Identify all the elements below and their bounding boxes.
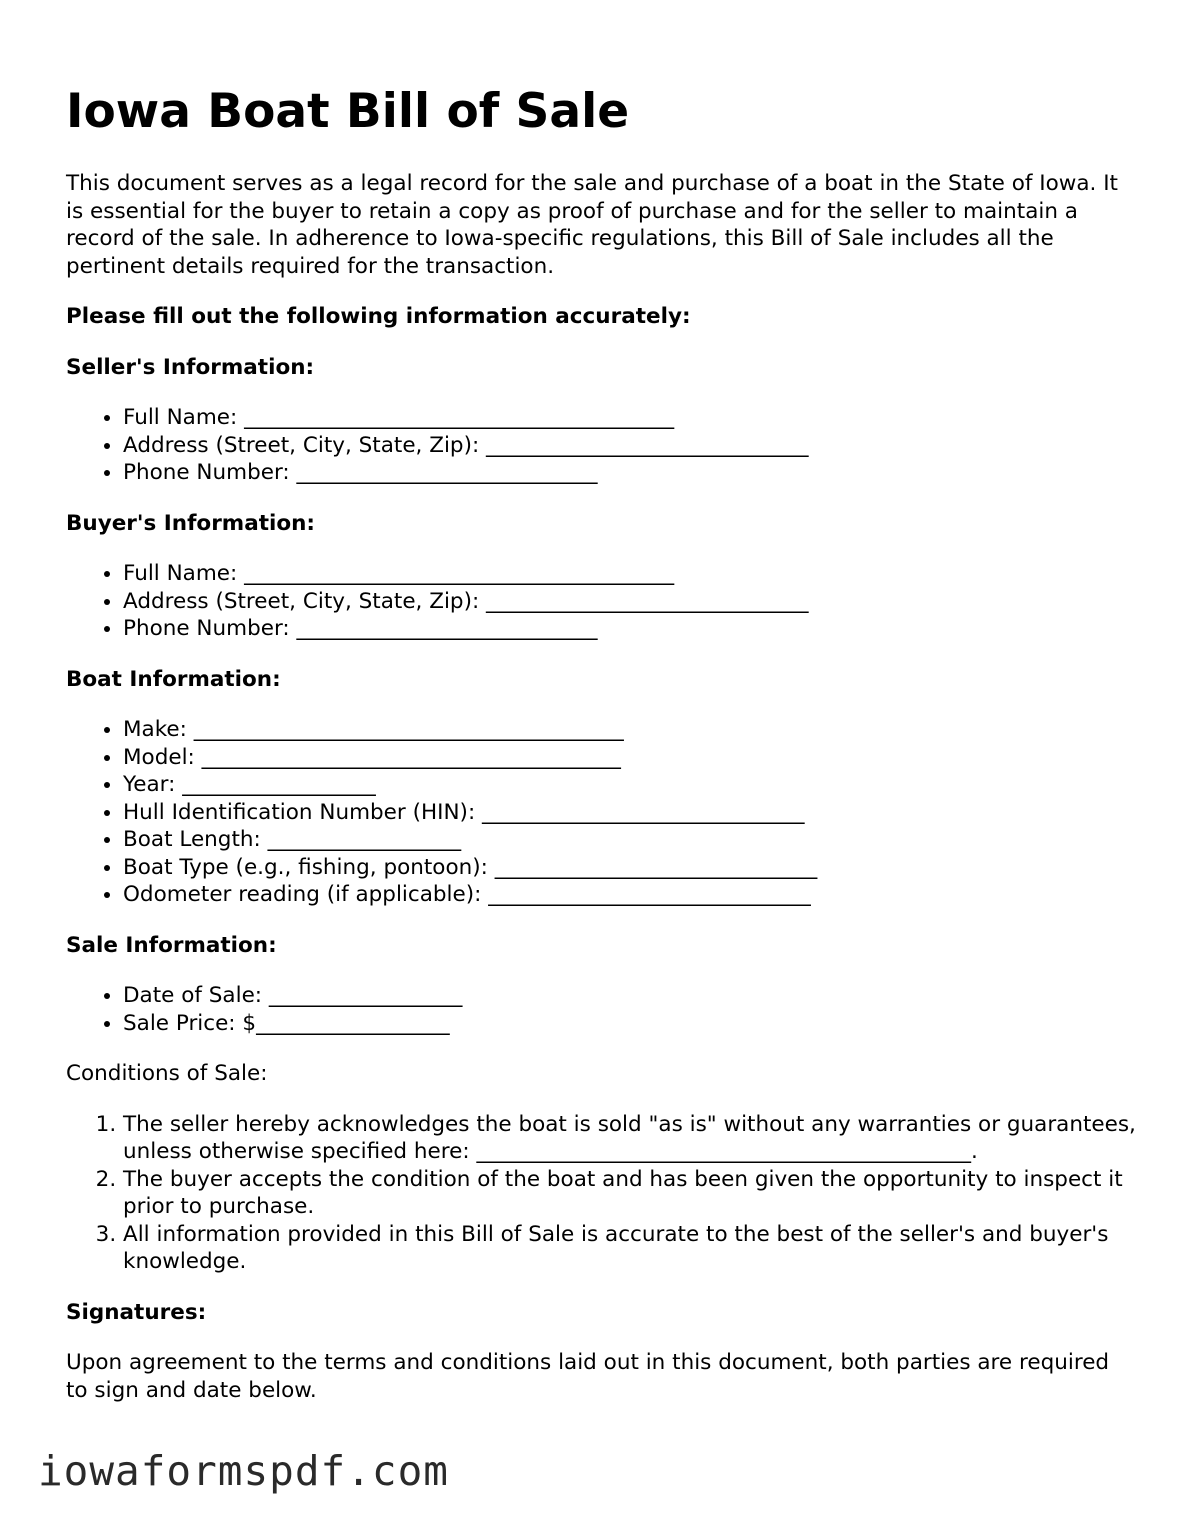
condition-as-is[interactable]: 1. The seller hereby acknowledges the boat is sold "as is" without any warranties or guarantees, unless otherwise specified here: ______________________________________________. [123,1111,1136,1166]
buyer-fields [66,560,1136,643]
seller-address-field[interactable]: • Address (Street, City, State, Zip): ______________________________ [123,432,1136,460]
sale-heading: Sale Information: [66,932,277,958]
seller-full-name-field[interactable]: • Full Name: ________________________________________ [123,404,1136,432]
buyer-phone-field[interactable]: • Phone Number: ____________________________ [123,615,1136,643]
condition-inspection: 2. The buyer accepts the condition of the boat and has been given the opportunity to inspect it prior to purchase. [123,1166,1136,1221]
boat-model-field[interactable]: • Model: _______________________________________ [123,744,1136,772]
boat-year-field[interactable]: • Year: __________________ [123,771,1136,799]
conditions-list [66,1111,1136,1276]
seller-heading: Seller's Information: [66,354,315,380]
conditions-heading: Conditions of Sale: [66,1061,268,1086]
intro-paragraph: This document serves as a legal record for the sale and purchase of a boat in the State of Iowa. It is essential for the buyer to retain a copy as proof of purchase and for the seller to maintain a record of the sale. In adherence to Iowa-specific regulations, this Bill of Sale includes all the pertinent details required for the transaction. [66,171,1118,279]
boat-fields [66,716,1136,909]
seller-fields [66,404,1136,487]
signatures-text: Upon agreement to the terms and conditions laid out in this document, both parties are required to sign and date below. [66,1350,1110,1403]
site-watermark: iowaformspdf.com [38,1447,449,1495]
boat-hin-field[interactable]: • Hull Identification Number (HIN): ______________________________ [123,799,1136,827]
signatures-heading: Signatures: [66,1299,207,1325]
sale-fields [66,982,1136,1037]
boat-make-field[interactable]: • Make: ________________________________________ [123,716,1136,744]
buyer-heading: Buyer's Information: [66,510,316,536]
boat-length-field[interactable]: • Boat Length: __________________ [123,826,1136,854]
sale-price-field[interactable]: • Sale Price: $__________________ [123,1010,1136,1038]
document-page [66,82,1136,1404]
boat-heading: Boat Information: [66,666,281,692]
instructions-lead: Please fill out the following information accurately: [66,304,691,329]
condition-accuracy: 3. All information provided in this Bill of Sale is accurate to the best of the seller's and buyer's knowledge. [123,1221,1136,1276]
buyer-full-name-field[interactable]: • Full Name: ________________________________________ [123,560,1136,588]
buyer-address-field[interactable]: • Address (Street, City, State, Zip): ______________________________ [123,588,1136,616]
seller-phone-field[interactable]: • Phone Number: ____________________________ [123,459,1136,487]
boat-type-field[interactable]: • Boat Type (e.g., fishing, pontoon): ______________________________ [123,854,1136,882]
sale-date-field[interactable]: • Date of Sale: __________________ [123,982,1136,1010]
boat-odometer-field[interactable]: • Odometer reading (if applicable): ______________________________ [123,881,1136,909]
document-title: Iowa Boat Bill of Sale [66,84,630,139]
